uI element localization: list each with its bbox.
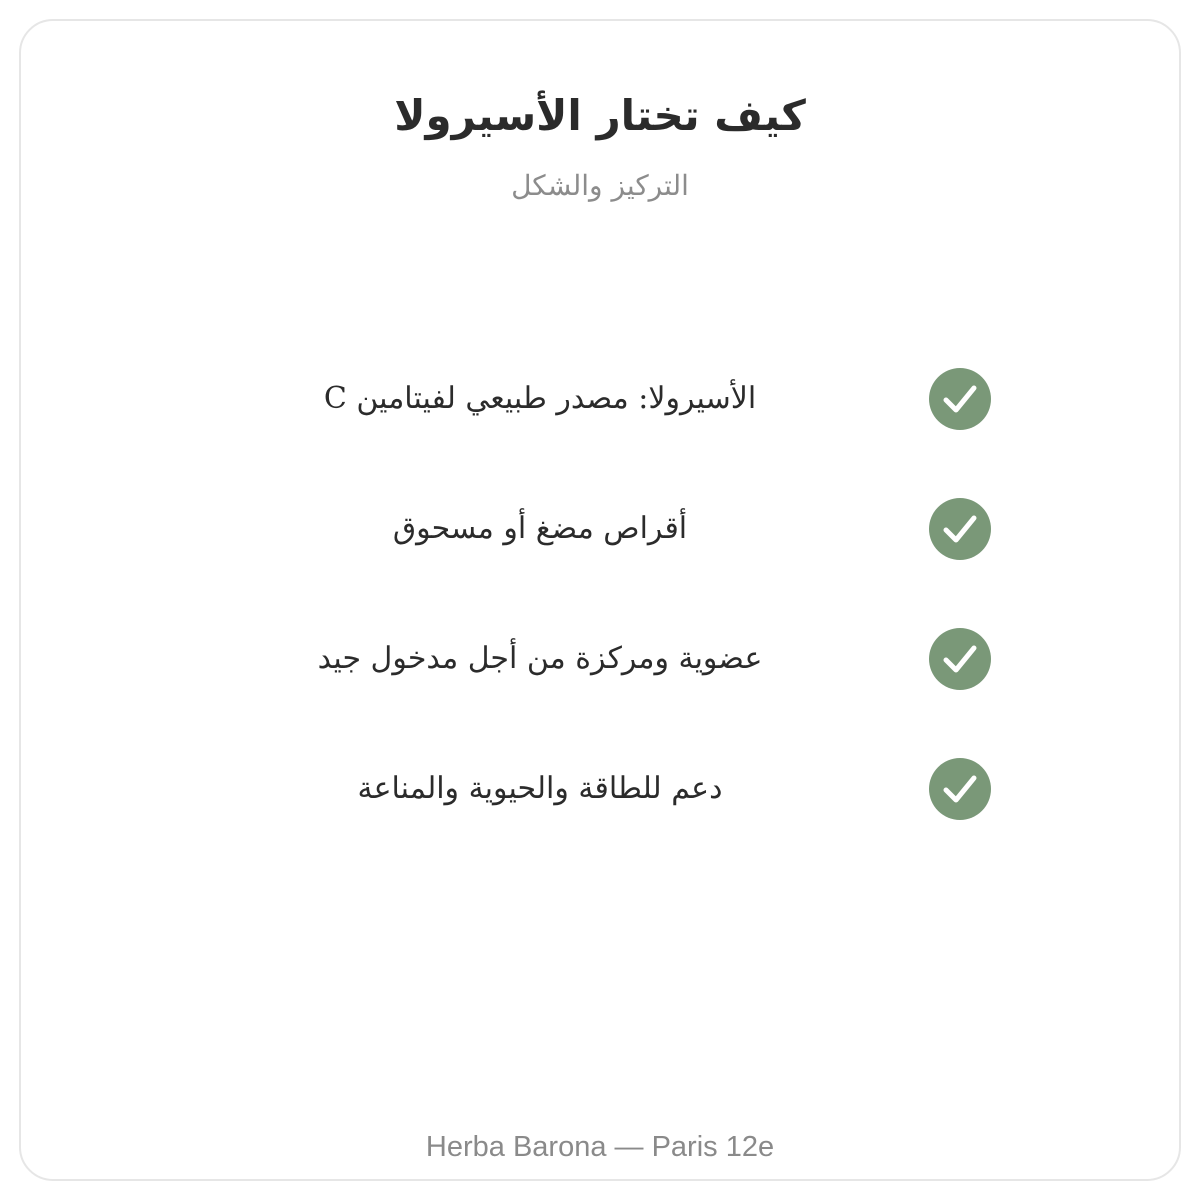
- feature-item: [0, 498, 1200, 560]
- feature-item: [0, 758, 1200, 820]
- footer-text: Herba Barona — Paris 12e: [425, 1131, 775, 1163]
- feature-text: عضوية ومركزة من أجل مدخول جيد: [317, 641, 763, 676]
- feature-text: دعم للطاقة والحيوية والمناعة: [357, 771, 723, 806]
- feature-item: [0, 628, 1200, 690]
- feature-text: الأسيرولا: مصدر طبيعي لفيتامين C: [323, 381, 757, 416]
- check-circle-icon: [929, 368, 991, 430]
- feature-text: أقراص مضغ أو مسحوق: [392, 511, 688, 546]
- page-subtitle: التركيز والشكل: [511, 169, 689, 202]
- check-circle-icon: [929, 498, 991, 560]
- page-title: كيف تختار الأسيرولا: [394, 91, 806, 140]
- check-circle-icon: [929, 758, 991, 820]
- check-circle-icon: [929, 628, 991, 690]
- feature-item: [0, 368, 1200, 430]
